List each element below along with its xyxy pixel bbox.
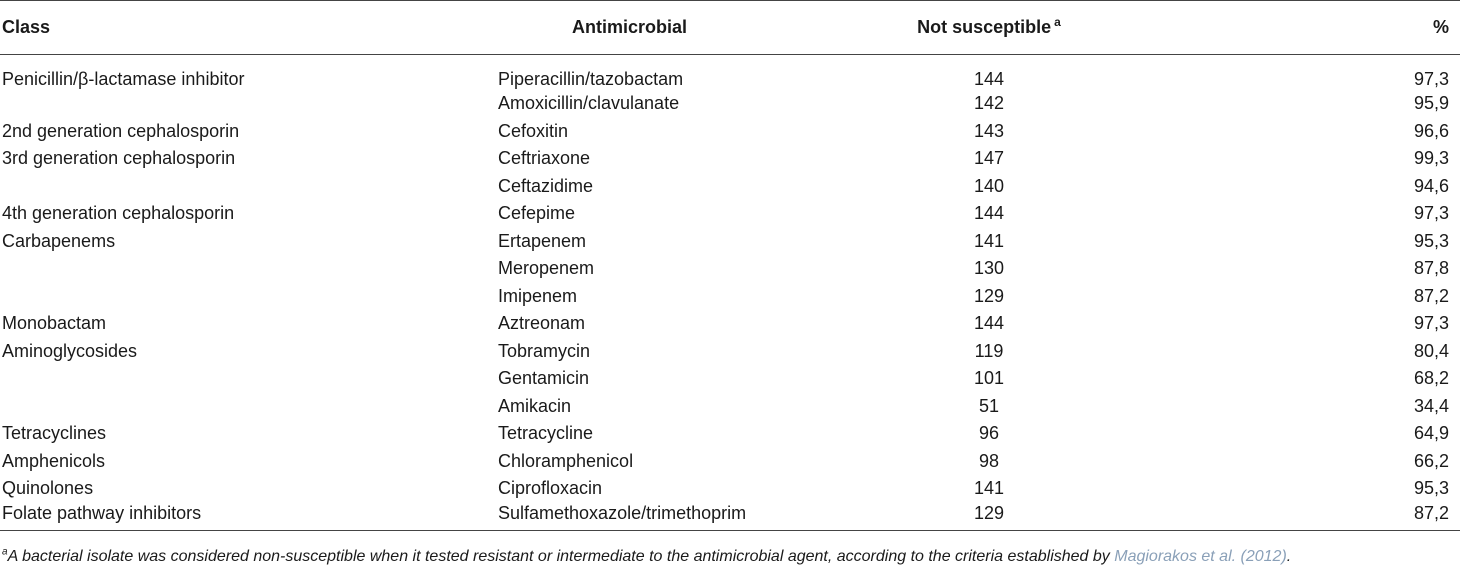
table-row [0,255,1460,283]
cell-antimicrobial: Chloramphenicol [498,450,634,471]
cell-percent: 68,2 [1413,368,1449,389]
cell-percent: 34,4 [1413,395,1449,416]
cell-not-susceptible: 130 [973,258,1005,279]
cell-class: Carbapenems [2,230,116,251]
cell-not-susceptible: 51 [978,395,1000,416]
cell-antimicrobial: Tobramycin [498,340,591,361]
cell-antimicrobial: Gentamicin [498,368,590,389]
cell-antimicrobial: Ceftazidime [498,175,594,196]
cell-class: Aminoglycosides [2,340,138,361]
cell-antimicrobial: Piperacillin/tazobactam [498,69,684,89]
cell-antimicrobial: Amoxicillin/clavulanate [498,93,680,114]
cell-antimicrobial: Aztreonam [498,313,586,334]
cell-not-susceptible: 140 [973,175,1005,196]
cell-not-susceptible: 101 [973,368,1005,389]
header-not-susceptible-label: Not susceptible [917,17,1052,37]
cell-class: 2nd generation cephalosporin [2,120,240,141]
cell-class: Folate pathway inhibitors [2,502,202,523]
cell-class [0,283,498,311]
header-not-susceptible [840,1,1138,55]
header-antimicrobial [498,1,840,55]
cell-not-susceptible: 141 [973,230,1005,251]
cell-percent: 97,3 [1413,203,1449,224]
table-row [0,503,1460,531]
table-row [0,393,1460,421]
cell-antimicrobial: Cefepime [498,203,576,224]
cell-class: Amphenicols [2,450,106,471]
table-row [0,145,1460,173]
cell-not-susceptible: 119 [974,340,1004,361]
header-row [0,1,1460,55]
cell-percent: 87,2 [1413,502,1449,523]
cell-not-susceptible: 142 [973,93,1005,114]
cell-percent: 99,3 [1413,148,1449,169]
reference-link[interactable]: Magiorakos et al. (2012) [1114,548,1287,565]
cell-class: Monobactam [2,313,107,334]
cell-not-susceptible: 129 [973,502,1005,523]
cell-class: Tetracyclines [2,423,107,444]
table-body [0,55,1460,531]
cell-percent: 80,4 [1413,340,1449,361]
cell-antimicrobial: Ciprofloxacin [498,478,603,499]
cell-not-susceptible: 144 [973,69,1005,89]
cell-class: Penicillin/β-lactamase inhibitor [2,69,245,89]
table-row [0,90,1460,118]
table-footnote [2,548,1291,566]
cell-antimicrobial: Imipenem [498,285,578,306]
table-row [0,448,1460,476]
cell-percent: 87,8 [1413,258,1449,279]
header-percent [1138,1,1460,55]
cell-not-susceptible: 141 [973,478,1005,499]
cell-percent: 97,3 [1413,313,1449,334]
cell-percent: 87,2 [1413,285,1449,306]
header-class [0,1,498,55]
footnote-marker: a [2,546,8,558]
cell-percent: 64,9 [1413,423,1449,444]
table-row [0,338,1460,366]
cell-class [0,90,498,118]
cell-not-susceptible: 143 [973,120,1005,141]
cell-percent: 95,3 [1413,478,1449,499]
cell-not-susceptible: 144 [973,203,1005,224]
cell-class: 4th generation cephalosporin [2,203,235,224]
cell-not-susceptible: 96 [978,423,1000,444]
table-row [0,228,1460,256]
cell-percent: 95,3 [1413,230,1449,251]
cell-not-susceptible: 147 [973,148,1005,169]
cell-percent: 66,2 [1413,450,1449,471]
header-antimicrobial-label: Antimicrobial [572,17,688,37]
cell-class [0,255,498,283]
footnote-marker-header: a [1054,15,1061,29]
table-row [0,310,1460,338]
header-percent-label: % [1432,17,1449,37]
cell-not-susceptible: 98 [978,450,1000,471]
cell-antimicrobial: Amikacin [498,395,572,416]
table-row [0,365,1460,393]
header-class-label: Class [2,17,51,37]
table-row [0,173,1460,201]
cell-percent: 94,6 [1413,175,1449,196]
cell-class [0,173,498,201]
cell-not-susceptible: 144 [973,313,1005,334]
cell-not-susceptible: 129 [973,285,1005,306]
cell-class [0,393,498,421]
table-row [0,420,1460,448]
footnote-text: A bacterial isolate was considered non-susceptible when it tested resistant or intermediate to the antimicrobial agent, according to the criteria established by [7,548,1115,565]
footnote-end: . [1286,548,1292,565]
table-row [0,283,1460,311]
cell-class [0,365,498,393]
table-row [0,200,1460,228]
cell-antimicrobial: Sulfamethoxazole/trimethoprim [498,502,747,523]
cell-antimicrobial: Ertapenem [498,230,587,251]
cell-antimicrobial: Tetracycline [498,423,594,444]
cell-antimicrobial: Cefoxitin [498,120,569,141]
cell-class: 3rd generation cephalosporin [2,148,236,169]
cell-percent: 96,6 [1413,120,1449,141]
cell-percent: 97,3 [1413,69,1449,89]
cell-class: Quinolones [2,478,94,499]
cell-antimicrobial: Ceftriaxone [498,148,591,169]
table-row [0,475,1460,503]
table-row [0,55,1460,91]
table-header [0,1,1460,55]
cell-percent: 95,9 [1413,93,1449,114]
table-row [0,118,1460,146]
cell-antimicrobial: Meropenem [498,258,595,279]
